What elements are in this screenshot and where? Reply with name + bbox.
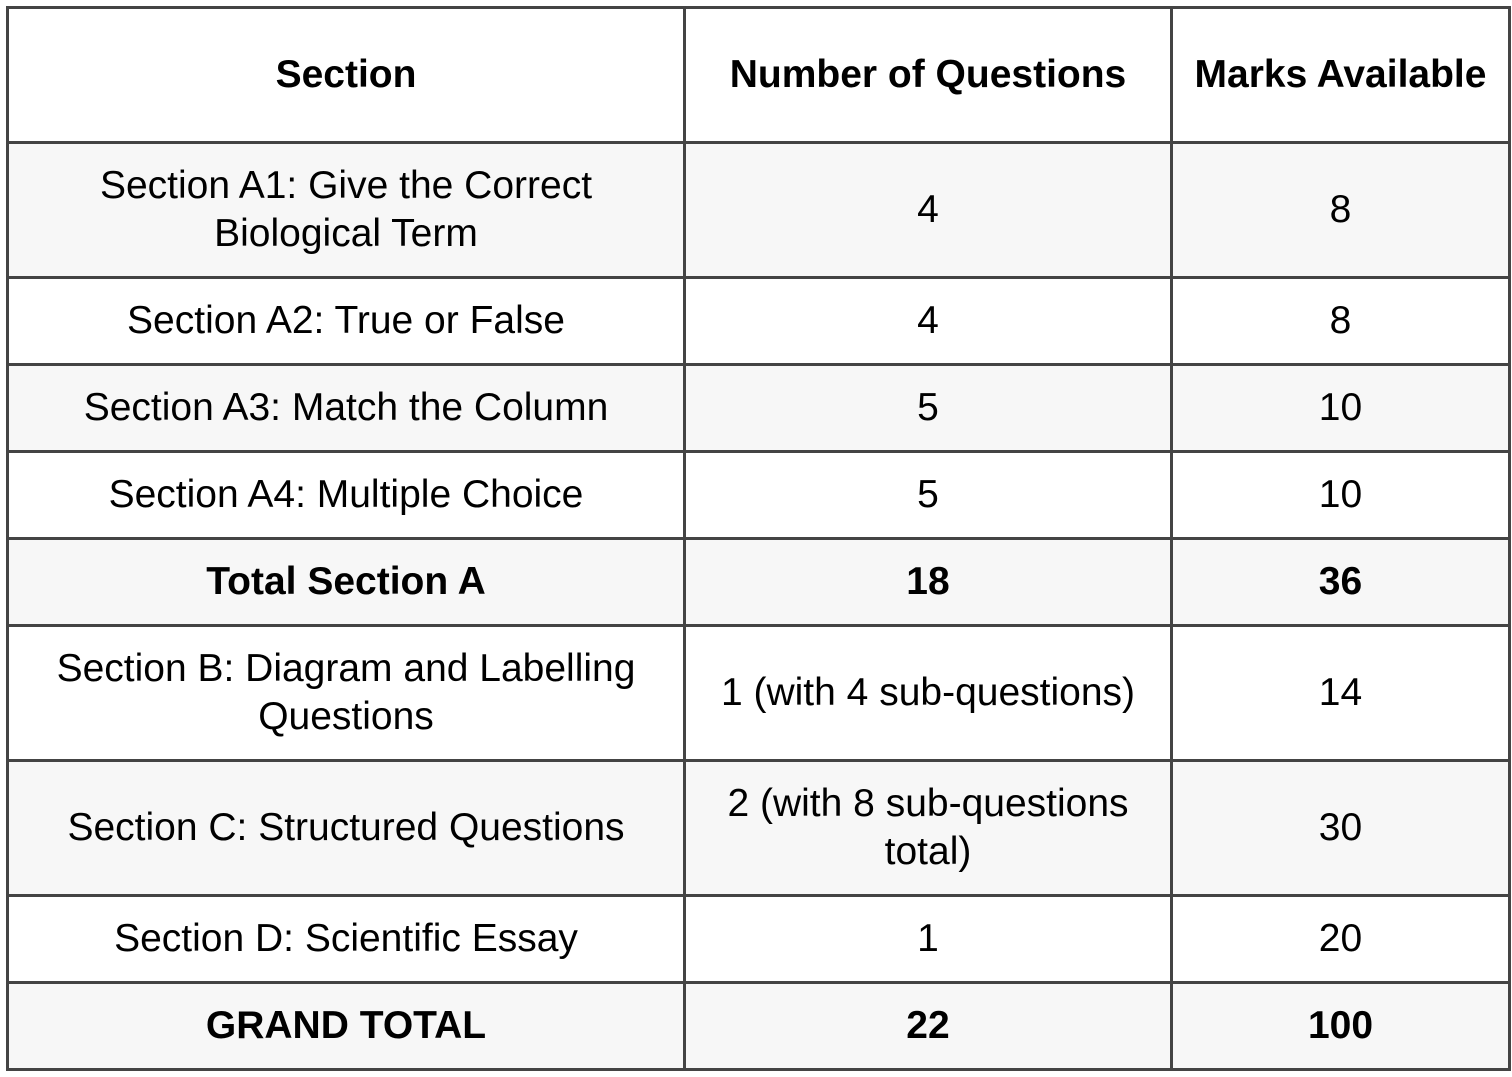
cell-section: Section A3: Match the Column xyxy=(8,365,685,452)
table-row-grand-total xyxy=(8,983,1510,1070)
table-row-d xyxy=(8,896,1510,983)
table-row-a1 xyxy=(8,143,1510,278)
cell-section: Section A2: True or False xyxy=(8,278,685,365)
table-row-a2 xyxy=(8,278,1510,365)
header-number-of-questions: Number of Questions xyxy=(685,8,1172,143)
cell-marks: 30 xyxy=(1172,761,1510,896)
cell-marks: 10 xyxy=(1172,365,1510,452)
cell-marks: 36 xyxy=(1172,539,1510,626)
cell-questions: 22 xyxy=(685,983,1172,1070)
cell-marks: 8 xyxy=(1172,278,1510,365)
cell-questions: 4 xyxy=(685,278,1172,365)
cell-section: Section D: Scientific Essay xyxy=(8,896,685,983)
cell-marks: 100 xyxy=(1172,983,1510,1070)
cell-section: Section B: Diagram and Labelling Questions xyxy=(8,626,685,761)
cell-questions: 1 xyxy=(685,896,1172,983)
table-row-b xyxy=(8,626,1510,761)
cell-questions: 2 (with 8 sub-questions total) xyxy=(685,761,1172,896)
cell-marks: 14 xyxy=(1172,626,1510,761)
cell-section: Section A1: Give the Correct Biological Term xyxy=(8,143,685,278)
header-section: Section xyxy=(8,8,685,143)
cell-questions: 18 xyxy=(685,539,1172,626)
cell-marks: 8 xyxy=(1172,143,1510,278)
cell-marks: 10 xyxy=(1172,452,1510,539)
table-row-a4 xyxy=(8,452,1510,539)
table-row-total-section-a xyxy=(8,539,1510,626)
cell-section: Section C: Structured Questions xyxy=(8,761,685,896)
cell-questions: 4 xyxy=(685,143,1172,278)
cell-section: Section A4: Multiple Choice xyxy=(8,452,685,539)
marks-distribution-table xyxy=(6,6,1511,1071)
cell-questions: 5 xyxy=(685,452,1172,539)
cell-section: GRAND TOTAL xyxy=(8,983,685,1070)
header-marks-available: Marks Available xyxy=(1172,8,1510,143)
cell-section: Total Section A xyxy=(8,539,685,626)
table-header-row xyxy=(8,8,1510,143)
cell-marks: 20 xyxy=(1172,896,1510,983)
table-row-c xyxy=(8,761,1510,896)
table-row-a3 xyxy=(8,365,1510,452)
cell-questions: 1 (with 4 sub-questions) xyxy=(685,626,1172,761)
cell-questions: 5 xyxy=(685,365,1172,452)
